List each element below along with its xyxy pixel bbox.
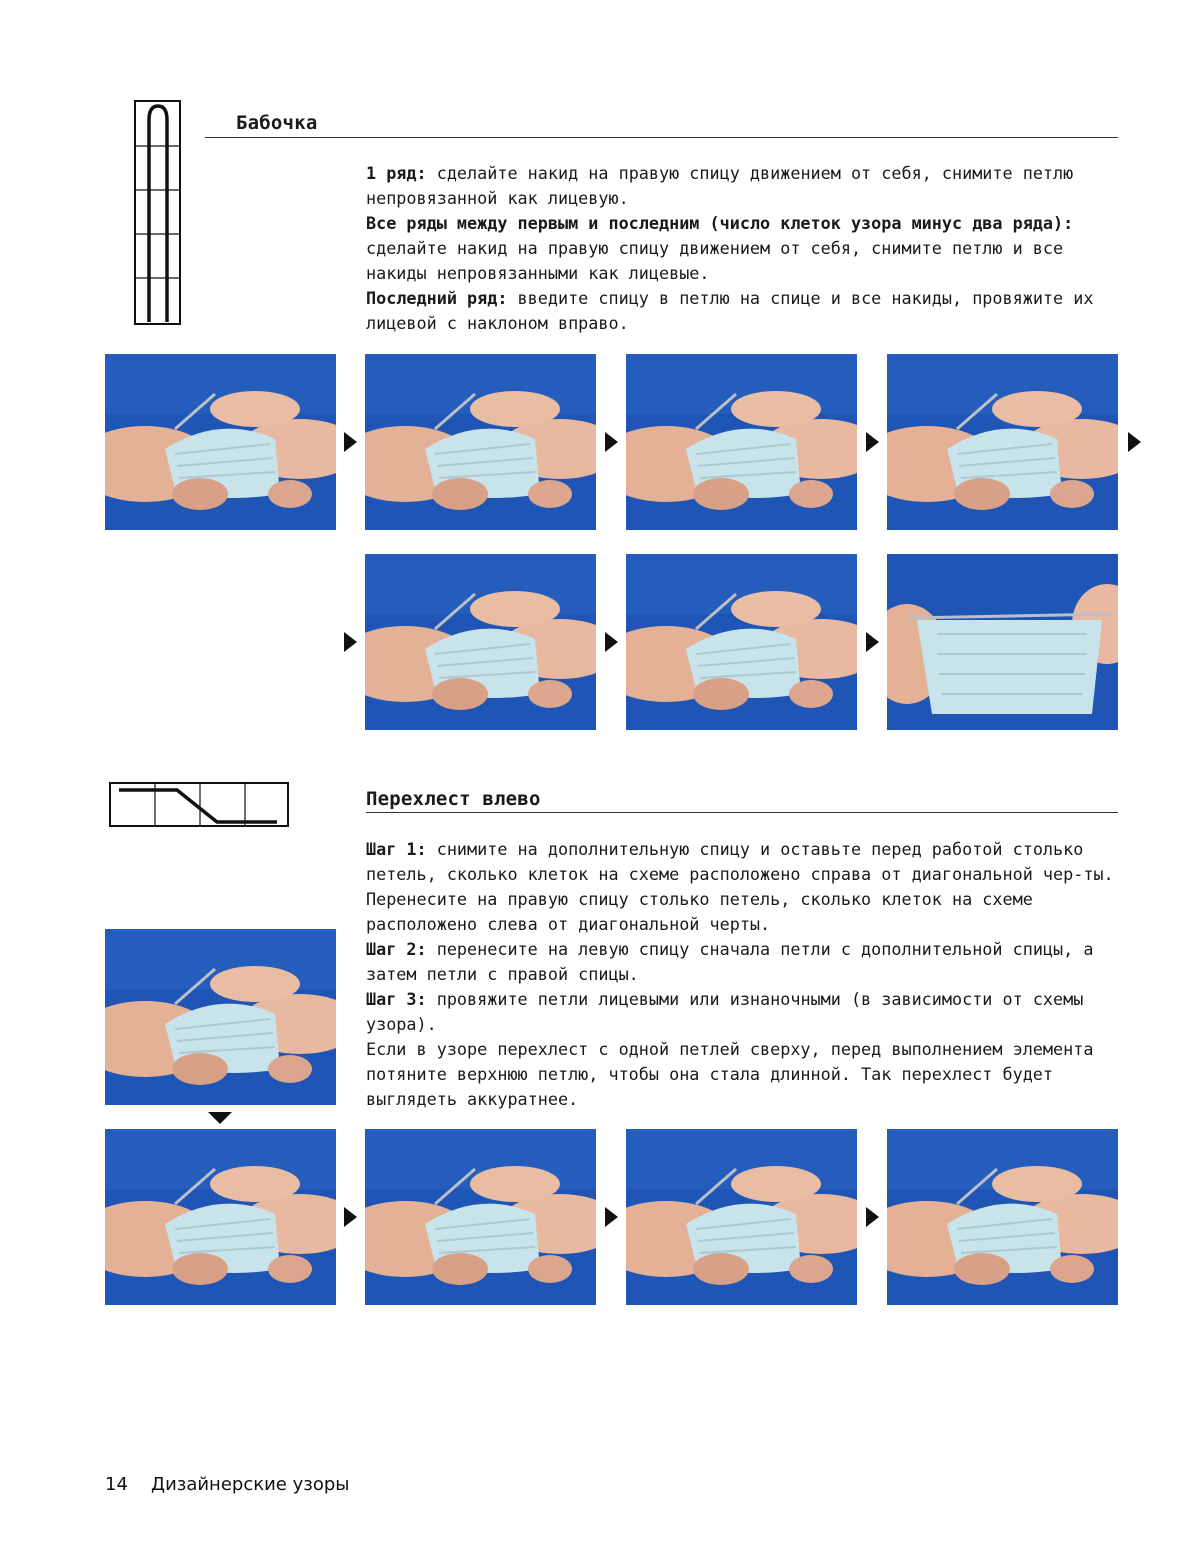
- last-row-label: Последний ряд:: [366, 288, 508, 308]
- row-1-text: сделайте накид на правую спицу движением от себя, снимите петлю непровязанной как лицевую.: [366, 163, 1074, 208]
- arrow-right-icon: [344, 1207, 357, 1227]
- arrow-right-icon: [344, 432, 357, 452]
- middle-rows-text: сделайте накид на правую спицу движением от себя, снимите петлю и все накиды непровязанными как лицевые.: [366, 238, 1064, 283]
- step-2-text: перенесите на левую спицу сначала петли с дополнительной спицы, а затем петли с правой спицы.: [366, 939, 1094, 984]
- arrow-right-icon: [1128, 432, 1141, 452]
- step-photo: [365, 354, 596, 530]
- step-photo: [626, 554, 857, 730]
- last-row-text: введите спицу в петлю на спице и все накиды, провяжите их лицевой с наклоном вправо.: [366, 288, 1094, 333]
- book-title: Дизайнерские узоры: [151, 1474, 350, 1495]
- step-2-label: Шаг 2:: [366, 939, 427, 959]
- instruction-step-2: [366, 937, 1116, 987]
- step-photo: [365, 554, 596, 730]
- step-3-text: провяжите петли лицевыми или изнаночными (в зависимости от схемы узора).: [366, 989, 1084, 1034]
- arrow-down-icon: [208, 1112, 232, 1124]
- step-photo: [887, 354, 1118, 530]
- step-3-label: Шаг 3:: [366, 989, 427, 1009]
- instruction-step-1: [366, 837, 1116, 937]
- section-title-cross-left: Перехлест влево: [366, 788, 541, 810]
- instruction-row-1: [366, 161, 1111, 211]
- instruction-note: Если в узоре перехлест с одной петлей сверху, перед выполнением элемента потяните верхнюю петлю, чтобы она стала длинной. Так перехлест будет выглядеть аккуратнее.: [366, 1039, 1094, 1109]
- arrow-right-icon: [866, 432, 879, 452]
- row-1-label: 1 ряд:: [366, 163, 427, 183]
- step-photo: [365, 1129, 596, 1305]
- title-rule: [205, 137, 1118, 138]
- step-1-text: снимите на дополнительную спицу и оставьте перед работой столько петель, сколько клеток на схеме расположено справа от диагональной чер-ты. Перенесите на правую спицу столько петель, сколько клеток на схеме расположено слева от диагональной черты.: [366, 839, 1114, 934]
- arrow-right-icon: [344, 632, 357, 652]
- arrow-right-icon: [605, 432, 618, 452]
- step-photo-result: [887, 554, 1118, 730]
- instruction-step-3: [366, 987, 1116, 1037]
- instruction-middle-rows: [366, 211, 1111, 286]
- step-photo: [105, 1129, 336, 1305]
- arrow-right-icon: [866, 632, 879, 652]
- butterfly-chart: [134, 100, 182, 330]
- instruction-last-row: [366, 286, 1111, 336]
- arrow-right-icon: [605, 1207, 618, 1227]
- cross-left-chart: [109, 782, 290, 832]
- step-photo: [626, 1129, 857, 1305]
- step-1-label: Шаг 1:: [366, 839, 427, 859]
- title-rule: [366, 812, 1118, 813]
- page-number: 14: [105, 1474, 128, 1495]
- step-photo: [626, 354, 857, 530]
- step-photo: [105, 354, 336, 530]
- arrow-right-icon: [866, 1207, 879, 1227]
- butterfly-instructions: [366, 161, 1111, 336]
- step-photo: [105, 929, 336, 1105]
- arrow-right-icon: [605, 632, 618, 652]
- cross-left-instructions: [366, 837, 1116, 1112]
- step-photo: [887, 1129, 1118, 1305]
- section-title-butterfly: Бабочка: [236, 112, 318, 134]
- middle-rows-label: Все ряды между первым и последним (число клеток узора минус два ряда):: [366, 213, 1074, 233]
